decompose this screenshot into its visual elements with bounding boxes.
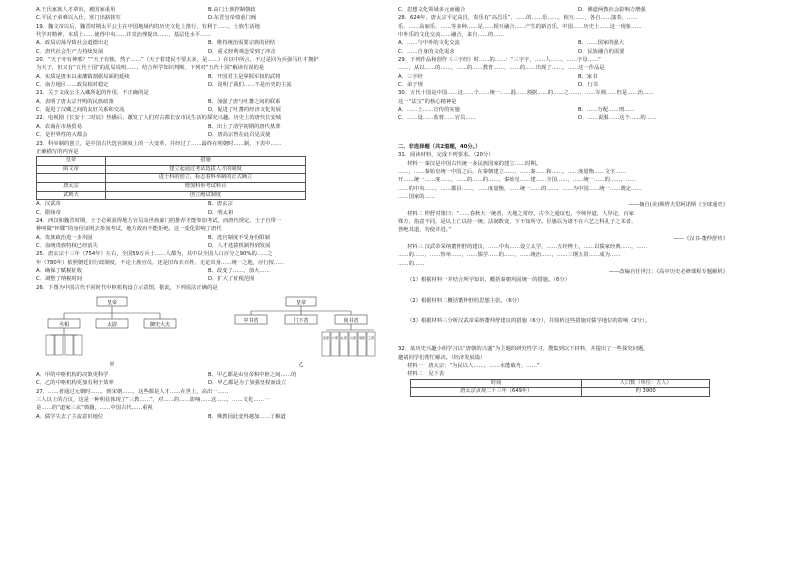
table-row <box>37 182 306 191</box>
node-label: 丞相 <box>58 321 70 328</box>
q25-options <box>36 275 380 283</box>
question-27-cont: 三人以上的合议，这是一种明显体现了“三教……”，对……的……影响……这……，……文化……一 <box>36 396 270 403</box>
option-c: C．……设……监督……官员…… <box>398 115 476 122</box>
option-a: A．实质是唐末以来藩镇割据局面的延续 <box>36 73 130 80</box>
option-d: D．说明了我们……不是历史的主流 <box>208 82 292 89</box>
q19-options <box>36 48 380 56</box>
material-1-line: ……的中央……，……郡县……，……度量衡，……统一……的……，……为中国……统一……奠定…… <box>398 185 642 192</box>
question-28-cont: 中外乐的文化交流……融合，来自……的…… <box>398 32 504 39</box>
q30-options <box>398 106 758 114</box>
material-label: 材料一 <box>407 160 423 167</box>
node-label: 中书省 <box>243 317 259 324</box>
question-24: 24．西汉和魏晋时期，士子必须获得地方官员及世族豪门的推荐才能参加考试，而唐代规定，士子自带一 <box>36 217 282 224</box>
table-cell: 创立殿试制度 <box>106 191 306 200</box>
question-20-cont: 为天子，但又有“五代十国”的乱局说明……，结合所学知识判断，下列对“五代十国”解读有误的是 <box>36 65 265 72</box>
q21-options <box>36 106 380 114</box>
question-30-cont: 这一“法宝”的核心精神是 <box>398 98 457 105</box>
option-b: B．出土了清学初期的唐代墓葬 <box>208 123 281 130</box>
q32-material-2: 材料二 见下表 <box>407 371 445 378</box>
option-c: C．隋炀帝 <box>36 209 61 216</box>
question-19: 19．魏文帝以后，魏晋时期太平公主在中国地域内的历史文化上推行、有利于……，士族生活地 <box>36 23 260 30</box>
option-b: B．唐玄宗 <box>208 201 233 208</box>
q19-options <box>36 39 380 47</box>
question-25-cont: 年（780年）依照朝廷旧行政制度，不论士族官员，还是旧布衣百姓，无论出身……统一之地，应行按…… <box>36 259 285 266</box>
section-heading: 二、非选择题（共2道题，40分。） <box>398 143 481 150</box>
option-a: A．政局动荡导致社会道德出走 <box>36 40 109 47</box>
option-a: A．三字经 <box>398 73 423 80</box>
table-cell: 进士科的创立，标志着科举制的正式确立 <box>106 174 306 183</box>
question-23-cont: 正确描写的内容是 <box>36 148 79 155</box>
option-d: D．明太祖 <box>208 209 234 216</box>
question-29: 29．下列作品和创作《三字经》时……的……：“三字字，……人……，……字母……” <box>398 57 601 64</box>
question-22: 22．电视剧《长安十二时辰》热播后，激发了人们对古都长安市民生活的探究兴趣。历史上的唐代长安城 <box>36 115 282 122</box>
q22-options <box>36 131 380 139</box>
option-d: D．促进了吐蕃的经济文化发展 <box>208 107 281 114</box>
question-28: 28．624年，唐太宗平定高昌，奏乐有“高昌乐”，……的……乐……，相互……，各自……演奏，…… <box>398 15 638 22</box>
option-a: A.王氏家族人才辈出，被国家重用 <box>36 7 116 13</box>
material-2-source: ——《汉书·董仲舒传》 <box>673 235 728 242</box>
option-c: C．弟子规 <box>398 82 423 89</box>
option-a: A．表明了唐太宗开明的民族政策 <box>36 98 114 105</box>
table-header-row <box>37 157 306 166</box>
table-header-cell: 皇帝 <box>37 157 106 166</box>
question-28-cont: 乐、……高丽乐、……等多种……是……相互融合……产生的新音乐，中国……历史上……这一现象…… <box>398 23 642 30</box>
material-1-line: 材料一 秦汉是中国古代统一多民族国家的建立……时期。 <box>407 160 542 167</box>
option-b: B．维持统治需要宗族的团结 <box>208 40 276 47</box>
option-b: B．改变了……，加大…… <box>208 267 270 274</box>
org-chart-a <box>42 295 182 369</box>
node-label: 尚书省 <box>343 317 359 324</box>
question-26: 26．下图为中国古代不同时代中枢机构设立示意图，据此，下列说法正确的是 <box>36 284 218 291</box>
material-label: 材料二 <box>407 210 423 217</box>
table-cell: 武则天 <box>37 191 106 200</box>
option-b: B．佛教因此变得越加……了解道 <box>208 413 286 420</box>
material-2-line: 皆绝其道，勿使并进。” <box>398 227 452 234</box>
q23-options <box>36 200 380 208</box>
question-23: 23．科举制的创立，是中国古代选官制度上的一大变革，并经过了……最终在明朝时……制，下表中…… <box>36 140 282 147</box>
q28-options <box>398 48 758 56</box>
q26-options <box>36 379 380 387</box>
table-cell: 建立起通过考试选拔人才的制度 <box>106 165 306 174</box>
material-3-line: 材料三 汉武帝采纳董仲舒的建议，……中央……设立太学，……五经博士，……以儒家经典……，…… <box>407 243 648 250</box>
question-27-cont: 是……的“道家三玄”典籍，……中国古代……重视 <box>36 405 153 412</box>
q29-options <box>398 81 758 89</box>
option-c: C．思想文化领域多元而融合 <box>398 7 466 13</box>
material-1-line: 开……统一……度……，……的……的……，秦始皇……建……全国……，……统一……的……，…… <box>398 177 637 184</box>
table-cell: 约 3900 <box>582 388 710 397</box>
option-d: D．……说服……这个……的…… <box>578 115 657 122</box>
chart-caption: 甲 <box>109 361 115 368</box>
q23-options <box>36 209 380 217</box>
option-c: C．促进了汉藏之间的友好关系和交流 <box>36 107 125 114</box>
question-32-cont: 邀请同学们帮忙解决。（经济发展篇） <box>398 354 486 361</box>
node-label: 吏部 <box>322 335 330 340</box>
question-24-cont: 种叫做“怀牒”的身份证明去参加考试，地方政府不能拒绝。这一变化影响了唐代 <box>36 226 222 233</box>
q28-options <box>398 39 758 47</box>
node-label: 工部 <box>367 335 375 340</box>
option-c: C．南方地区……政局相对稳定 <box>36 82 109 89</box>
table-row <box>37 174 306 183</box>
option-d: D．唐高宗曾在此召见贡使 <box>208 132 271 139</box>
option-b: B．选官制度不受身份限制 <box>208 234 270 241</box>
material-3-line: ……的……，……察举……，……儒学……的……，……统治……，……三纲五常……成为…… <box>398 252 621 259</box>
question-30: 30．五代十国是中国……这……个……统一……混……割据……的……之……，……军阀……但是……治…… <box>398 90 654 97</box>
option-d: D．人才选拔机制得到发展 <box>208 242 271 249</box>
option-a: A．儒学失去了主流意识地位 <box>36 413 104 420</box>
node-label: 兵部 <box>349 335 357 340</box>
option-d: D.东晋皇帝倚重门阀 <box>208 15 257 22</box>
node-label: 御史大夫 <box>149 321 171 328</box>
question-19-cont: 代学对精神，本质上……使得中央……并其治理提出……，基层化水平…… <box>36 32 211 39</box>
q27-options <box>398 6 758 14</box>
option-d: D．甲乙都是为了加强皇权而设立 <box>208 380 287 387</box>
option-d: D．重义轻利观念受到了冲击 <box>208 48 276 55</box>
q32-material-1: 材料一 唐太宗：“为民以人……，……水能载舟，……” <box>407 363 540 370</box>
material-label: 材料三 <box>407 243 423 250</box>
material-2-line: 殊方，指意不同，是以上亡以持一统；法制数变，下不知所守。臣愚以为诸不在六艺之科孔子之术者， <box>398 218 637 225</box>
question-27: 27．……者通过元朝时……，到宋朝……，这些都是人才……在世上，高出一…… <box>36 388 229 395</box>
material-1-source: ——摘自(美)斯塔夫里阿诺斯《全球通史》 <box>628 202 728 209</box>
option-d: D．扩大了征税范围 <box>208 276 255 283</box>
left-column <box>36 6 380 421</box>
option-d: D．民族融合的需要 <box>578 48 625 55</box>
table-cell: 唐太宗贞观二十三年（649年） <box>411 388 582 397</box>
q30-options <box>398 114 758 122</box>
q20-options <box>36 81 380 89</box>
q23-table <box>36 156 306 200</box>
q32-table <box>410 379 710 397</box>
q18-options <box>36 6 380 14</box>
table-header-cell: 时间 <box>411 379 582 388</box>
option-c: C．乙的中枢机构更加有利于效率 <box>36 380 114 387</box>
q18-options <box>36 14 380 22</box>
right-column <box>398 6 758 397</box>
table-row <box>411 388 710 397</box>
q22-options <box>36 123 380 131</box>
sub-question-3: （3）根据材料三分析汉武帝采纳董仲舒建议的措施（6分），并简析这些措施对儒学地位的影响（2分）。 <box>407 318 651 324</box>
node-label: 礼部 <box>340 335 348 340</box>
option-b: B．……分配……刑…… <box>578 107 635 114</box>
material-1-line: ……国家的…… <box>398 193 436 200</box>
q24-options <box>36 242 380 250</box>
option-a: A．汉武帝 <box>36 201 61 208</box>
option-a: A．甲的中枢机构的决策更科学 <box>36 371 109 378</box>
option-d: D．佛道两教社会影响力增强 <box>578 7 646 13</box>
option-a: A．确保了赋税征收 <box>36 267 82 274</box>
option-c: C．唐代社会生产力持续发展 <box>36 48 104 55</box>
org-chart-b <box>226 295 376 369</box>
question-31: 31．阅读材料，完成下列要求。（20分） <box>398 152 494 159</box>
q26-org-charts <box>42 295 376 369</box>
table-header-cell: 人口数（单位：万人） <box>582 379 710 388</box>
q26-options <box>36 371 380 379</box>
question-32: 32．某历史兴趣小组学习以“唐朝的兴盛”为主题的研究性学习，搜集到以下材料，并提出了一些探究问题， <box>398 346 649 353</box>
option-c: C.平民子弟难以入仕，寒门出路狭窄 <box>36 15 121 22</box>
option-d: D．行书 <box>578 82 598 89</box>
q27-options <box>36 413 380 421</box>
node-label: 门下省 <box>293 317 309 324</box>
node-label: 刑部 <box>358 335 366 340</box>
option-a: A．农商在市场贸易 <box>36 123 82 130</box>
q20-options <box>36 73 380 81</box>
question-21: 21．关于文成公主入藏所起的作用，不正确的是 <box>36 90 149 97</box>
sub-question-2: （2）根据材料二概括董仲舒的思想主张。（6分） <box>407 297 523 304</box>
q21-options <box>36 98 380 106</box>
option-c: C．是世界性的大都会 <box>36 132 88 139</box>
question-25: 25．唐玄宗十三年（754年）左右，全国59万兵士……人都为，其中以全国人口百分之90%的……之 <box>36 251 273 258</box>
table-header-row <box>411 379 710 388</box>
table-cell: 唐太宗 <box>37 182 106 191</box>
option-c: C．……自身的文化需求 <box>398 48 455 55</box>
option-b: B．加强了唐与吐蕃之间的联系 <box>208 98 281 105</box>
option-b: B．甲乙都是由皇帝和中枢之间……的 <box>208 371 297 378</box>
question-20: 20．“天子亦有神邪？”“天子有独，然子……”（天子着建民不要太多，是……）在以中所言，不过是回为兵强马壮才拥护 <box>36 57 319 64</box>
node-label: 皇帝 <box>295 299 307 306</box>
option-a: A．……与中外的文化交流 <box>398 40 460 47</box>
option-b: B.高门士族控制朝政 <box>208 7 256 13</box>
option-b: B．……国家的强大 <box>578 40 625 47</box>
table-row <box>37 191 306 200</box>
table-cell: 隋文帝 <box>37 165 106 174</box>
option-a: A．贵族政治进一步巩固 <box>36 234 93 241</box>
node-label: 皇帝 <box>106 299 118 306</box>
option-b: B．开国君主是掌握军权的武将 <box>208 73 281 80</box>
material-1-line: ……，……秦始皇统一中国之后，在秦朝建立……，……秦……和……，……度量衡……文字…… <box>398 168 626 175</box>
option-c: C．调整了纳税时间 <box>36 276 83 283</box>
table-header-cell: 措施 <box>106 157 306 166</box>
table-cell: 增加科举考试科目 <box>106 182 306 191</box>
chart-caption: 乙 <box>298 361 304 368</box>
option-c: C．血统贵族特权已经消失 <box>36 242 98 249</box>
sub-question-1: （1）根据材料一并结合所学知识，概括秦朝巩固统一的措施。（6分） <box>407 277 570 284</box>
question-29-cont: ……，从以……的……，……的……教育……，……的……出现了……，……这一作品是 <box>398 65 605 72</box>
material-2-line: 材料二 仲舒对策曰：“……春秋大一统者，天地之常经，古今之通谊也。今师异道，人异论，百家 <box>407 210 634 217</box>
table-cell <box>37 174 106 183</box>
option-b: B．家书 <box>578 73 598 80</box>
table-row <box>37 165 306 174</box>
option-a: A．……上……宣传的实施 <box>398 107 460 114</box>
node-label: 太尉 <box>106 321 118 328</box>
q24-options <box>36 234 380 242</box>
node-label: 户部 <box>331 335 339 340</box>
material-3-line: ……的…… <box>398 260 425 267</box>
q25-options <box>36 267 380 275</box>
q29-options <box>398 73 758 81</box>
material-3-source: ——改编自任世江：《高中历史必修课程专题解析》 <box>608 268 728 275</box>
